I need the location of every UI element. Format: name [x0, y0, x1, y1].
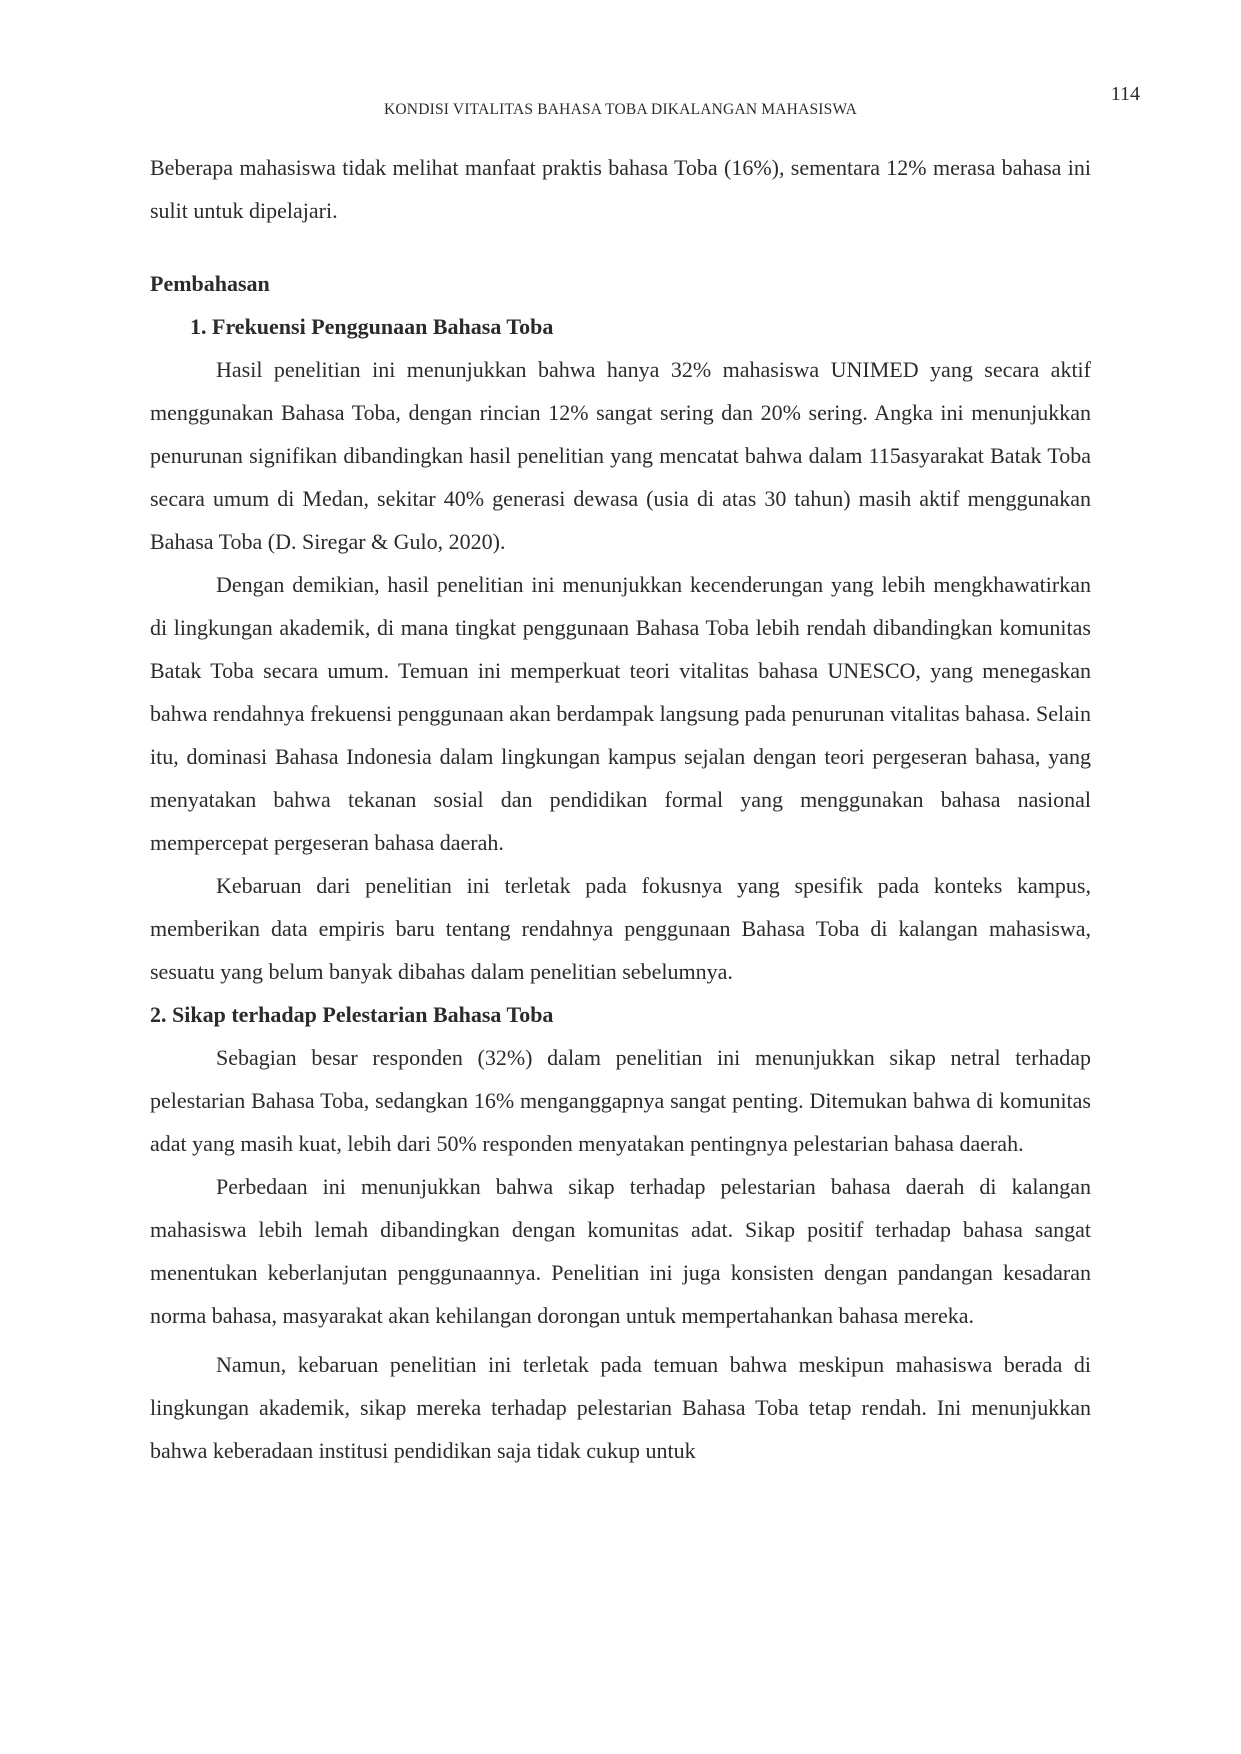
section-title: Pembahasan: [150, 271, 270, 296]
document-body: [150, 146, 1091, 1472]
subsection-2-paragraph-3: Namun, kebaruan penelitian ini terletak pada temuan bahwa meskipun mahasiswa berada di lingkungan akademik, sikap mereka terhadap pelestarian Bahasa Toba tetap rendah. Ini menunjukkan bahwa keberadaan institusi pendidikan saja tidak cukup untuk: [150, 1352, 1091, 1463]
intro-paragraph: Beberapa mahasiswa tidak melihat manfaat praktis bahasa Toba (16%), sementara 12% merasa bahasa ini sulit untuk dipelajari.: [150, 155, 1091, 223]
subsection-1-title: 1. Frekuensi Penggunaan Bahasa Toba: [190, 314, 554, 339]
subsection-2-paragraph-2: Perbedaan ini menunjukkan bahwa sikap terhadap pelestarian bahasa daerah di kalangan mahasiswa lebih lemah dibandingkan dengan komunitas adat. Sikap positif terhadap bahasa sangat menentukan keberlanjutan penggunaannya. Penelitian ini juga konsisten dengan pandangan kesadaran norma bahasa, masyarakat akan kehilangan dorongan untuk mempertahankan bahasa mereka.: [150, 1174, 1091, 1328]
subsection-2-title: 2. Sikap terhadap Pelestarian Bahasa Toba: [150, 1002, 554, 1027]
subsection-1-paragraph-3: Kebaruan dari penelitian ini terletak pada fokusnya yang spesifik pada konteks kampus, memberikan data empiris baru tentang rendahnya penggunaan Bahasa Toba di kalangan mahasiswa, sesuatu yang belum banyak dibahas dalam penelitian sebelumnya.: [150, 873, 1091, 984]
subsection-2-paragraph-1: Sebagian besar responden (32%) dalam penelitian ini menunjukkan sikap netral terhadap pelestarian Bahasa Toba, sedangkan 16% menganggapnya sangat penting. Ditemukan bahwa di komunitas adat yang masih kuat, lebih dari 50% responden menyatakan pentingnya pelestarian bahasa daerah.: [150, 1045, 1091, 1156]
subsection-1-paragraph-2: Dengan demikian, hasil penelitian ini menunjukkan kecenderungan yang lebih mengkhawatirkan di lingkungan akademik, di mana tingkat penggunaan Bahasa Toba lebih rendah dibandingkan komunitas Batak Toba secara umum. Temuan ini memperkuat teori vitalitas bahasa UNESCO, yang menegaskan bahwa rendahnya frekuensi penggunaan akan berdampak langsung pada penurunan vitalitas bahasa. Selain itu, dominasi Bahasa Indonesia dalam lingkungan kampus sejalan dengan teori pergeseran bahasa, yang menyatakan bahwa tekanan sosial dan pendidikan formal yang menggunakan bahasa nasional mempercepat pergeseran bahasa daerah.: [150, 572, 1091, 855]
running-header: KONDISI VITALITAS BAHASA TOBA DIKALANGAN MAHASISWA: [384, 101, 857, 118]
subsection-1-paragraph-1: Hasil penelitian ini menunjukkan bahwa hanya 32% mahasiswa UNIMED yang secara aktif menggunakan Bahasa Toba, dengan rincian 12% sangat sering dan 20% sering. Angka ini menunjukkan penurunan signifikan dibandingkan hasil penelitian yang mencatat bahwa dalam 115asyarakat Batak Toba secara umum di Medan, sekitar 40% generasi dewasa (usia di atas 30 tahun) masih aktif menggunakan Bahasa Toba (D. Siregar & Gulo, 2020).: [150, 357, 1091, 554]
page-number: 114: [1110, 83, 1140, 105]
